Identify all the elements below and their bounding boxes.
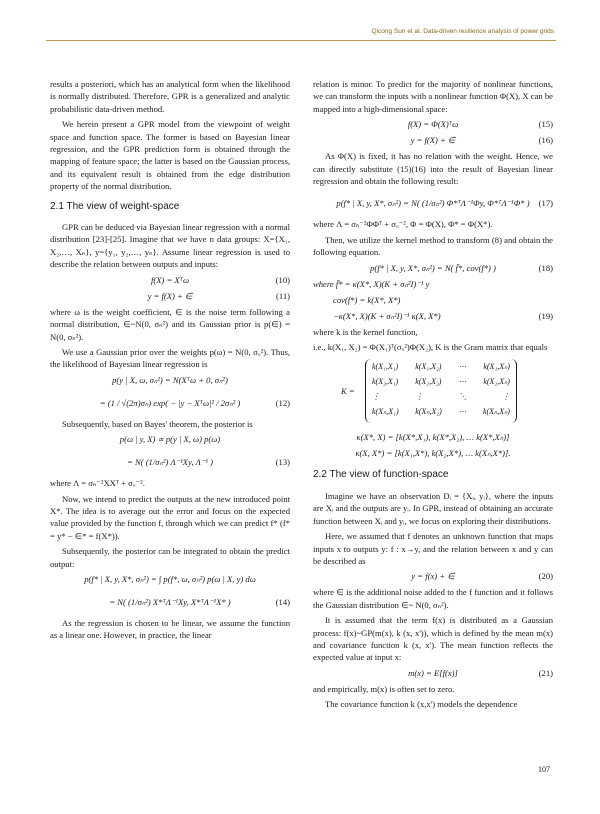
paragraph: We herein present a GPR model from the viewpoint of weight space and function space. The former is based on Bayesian linear regression, and the GPR prediction form is obtained through the mapping of feature space; the latter is based on the Gaussian process, and its equivalent result is obtained from the edge distribution property of the normal distribution.: [50, 119, 290, 192]
equation-number: (12): [275, 397, 290, 408]
paragraph: i.e., k(X₁, X₂) = Φ(X₁)ᵀ(σᵤ²)Φ(X₂), K is the Gram matrix that equals: [313, 342, 548, 353]
paragraph: Now, we intend to predict the outputs at the new introduced point X*. The idea is to average out the error and focus on the expected value provided by the function f, through which we can predict f* (f* = y* − ∈* = f(X*)).: [50, 493, 290, 541]
equation-number: (13): [275, 457, 290, 468]
paragraph: Then, we utilize the kernel method to transform (8) and obtain the following equation.: [313, 234, 553, 258]
equation-21: m(x) = E[f(x)] (21): [408, 667, 553, 678]
paragraph: relation is minor. To predict for the majority of nonlinear functions, we can transform the inputs with a nonlinear function Φ(X), X can be mapped into a high-dimensional space:: [313, 79, 553, 114]
matrix-row: k(Xₙ,X₁) k(Xₙ,X₂) ⋯ k(Xₙ,Xₙ): [372, 407, 510, 417]
equation-11: y = f(X) + ∈ (11): [147, 290, 290, 301]
equation-12a: p(y | X, ω, σₙ²) = N(Xᵀω + 0, σₙ²): [112, 374, 228, 385]
right-column: [313, 78, 553, 714]
left-column: [50, 78, 290, 645]
section-heading: 2.2 The view of function-space: [313, 469, 449, 481]
paragraph: GPR can be deduced via Bayesian linear regression with a normal distribution [23]-[25]. Imagine that we have n data groups: X={X₁, X₂,…, Xₙ}, y={y₁, y₂,…, yₙ}. Assume linear regression is used to describe the relation between outputs and inputs:: [50, 222, 290, 270]
page-number: 107: [538, 765, 550, 774]
paragraph: As Φ(X) is fixed, it has no relation with the weight. Hence, we can directly substitute (15)(16) into the result of Bayesian linear regression and obtain the following result:: [313, 151, 553, 187]
equation-number: (14): [275, 596, 290, 607]
paragraph: and empirically, m(x) is often set to zero.: [313, 683, 455, 694]
equation-14b: = N( (1/σₙ²) X*ᵀΛ⁻¹Xy, X*ᵀΛ⁻¹X* ) (14): [50, 589, 290, 615]
paragraph: Here, we assumed that f denotes an unknown function that maps inputs x to outputs y: f : x→y, and the relation between x and y can be described as: [313, 531, 553, 566]
paragraph: It is assumed that the term f(x) is distributed as a Gaussian process: f(x)~GP(m(x), k (x, x')), which is defined by the mean m(x) and covariance function k (x, x'). The mean function reflects the expected value at input x:: [313, 615, 553, 663]
equation-number: (10): [275, 274, 290, 285]
equation-19c: −κ(X*, X)(K + σₙ²I)⁻¹ κ(X, X*) (19): [333, 310, 553, 321]
equation-number: (21): [538, 667, 553, 678]
matrix-row: k(X₁,X₁) k(X₁,X₂) ⋯ k(X₁,Xₙ): [372, 362, 510, 372]
equation-16: y = f(X) + ∈ (16): [410, 135, 553, 146]
paragraph: Imagine we have an observation Dᵢ = {Xᵢ, yᵢ}, where the inputs are Xᵢ and the outputs are yᵢ. In GPR, instead of obtaining an accurate function between Xᵢ and yᵢ, we focus on exploring their distributions.: [313, 490, 553, 526]
equation-kappa-2: κ(X, X*) = [k(X₁,X*), k(X₂,X*), … k(Xₙ,X*)].: [355, 448, 511, 459]
equation-12b: = (1 / √(2π)σₙ) exp( − |y − Xᵀω|² / 2σₙ² ) (12): [50, 390, 290, 416]
equation-10: f(X) = Xᵀω (10): [150, 274, 290, 285]
matrix-row: k(X₂,X₁) k(X₂,X₂) ⋯ k(X₂,Xₙ): [372, 377, 510, 387]
paragraph: results a posteriori, which has an analytical form when the likelihood is normally distributed. Therefore, GPR is a generalized and analytic probabilistic data-driven method.: [50, 79, 290, 114]
paragraph: where Λ = σₙ⁻²XXᵀ + σᵤ⁻².: [50, 478, 145, 489]
gram-matrix: [313, 357, 553, 427]
paragraph: where Λ = σₙ⁻²ΦΦᵀ + σᵤ⁻², Φ = Φ(X), Φ* = Φ(X*).: [313, 219, 493, 230]
running-header: Qicong Sun et al. Data-driven resilience analysis of power grids: [371, 28, 554, 35]
header-rule: [46, 40, 556, 41]
equation-number: (19): [538, 310, 553, 321]
equation-13b: = N( (1/σₙ²) Λ⁻¹Xy, Λ⁻¹ ) (13): [50, 449, 290, 475]
equation-number: (18): [538, 262, 553, 273]
matrix-label: K =: [341, 386, 355, 397]
equation-15: f(X) = Φ(X)ᵀω (15): [407, 119, 553, 130]
equation-number: (11): [276, 290, 290, 301]
equation-number: (16): [538, 135, 553, 146]
equation-number: (20): [538, 571, 553, 582]
paragraph: where k is the kernel function,: [313, 326, 418, 337]
paragraph: Subsequently, based on Bayes' theorem, the posterior is: [62, 418, 253, 429]
paragraph: The covariance function k (x,x') models the dependence: [325, 699, 518, 710]
paragraph: As the regression is chosen to be linear, we assume the function as a linear one. However, in practice, the linear: [50, 617, 290, 641]
paragraph: We use a Gaussian prior over the weights p(ω) = N(0, σᵤ²). Thus, the likelihood of Bayesian linear regression is: [50, 346, 290, 370]
equation-19a: where f̄* = κ(X*, X)(K + σₙ²I)⁻¹ y: [313, 278, 430, 289]
section-heading: 2.1 The view of weight-space: [50, 200, 180, 212]
equation-14a: p(f* | X, y, X*, σₙ²) = ∫ p(f*, ω, σₙ²) p(ω | X, y) dω: [84, 573, 256, 584]
equation-number: (15): [538, 119, 553, 130]
equation-18: p(f* | X, y, X*, σₙ²) = N( f̄*, cov(f*) ) (18): [370, 262, 553, 273]
paragraph: where ∈ is the additional noise added to the f function and it follows the Gaussian distribution ∈~ N(0, σₙ²).: [313, 587, 553, 610]
equation-13a: p(ω | y, X) ∝ p(y | X, ω) p(ω): [119, 434, 221, 445]
equation-19b: cov(f*) = k(X*, X*): [333, 294, 401, 305]
equation-kappa-1: κ(X*, X) = [k(X*,X₁), k(X*,X₂), … k(X*,Xₙ)]: [356, 432, 510, 443]
equation-20: y = f(x) + ∈ (20): [411, 571, 553, 582]
paragraph: Subsequently, the posterior can be integrated to obtain the predict output:: [50, 546, 290, 569]
matrix-body: [365, 359, 517, 423]
paragraph: where ω is the weight coefficient, ∈ is the noise term following a normal distribution, ∈~N(0, σₙ²) and its Gaussian prior is p(∈) = N(0, σₙ²).: [50, 306, 290, 342]
equation-17: p(f* | X, y, X*, σₙ²) = N( (1/σₙ²) Φ*ᵀΛ⁻¹Φy, Φ*ᵀΛ⁻¹Φ* ) (17): [313, 190, 553, 216]
equation-number: (17): [538, 198, 553, 209]
matrix-row: ⋮ ⋮ ⋱ ⋮: [372, 392, 510, 402]
